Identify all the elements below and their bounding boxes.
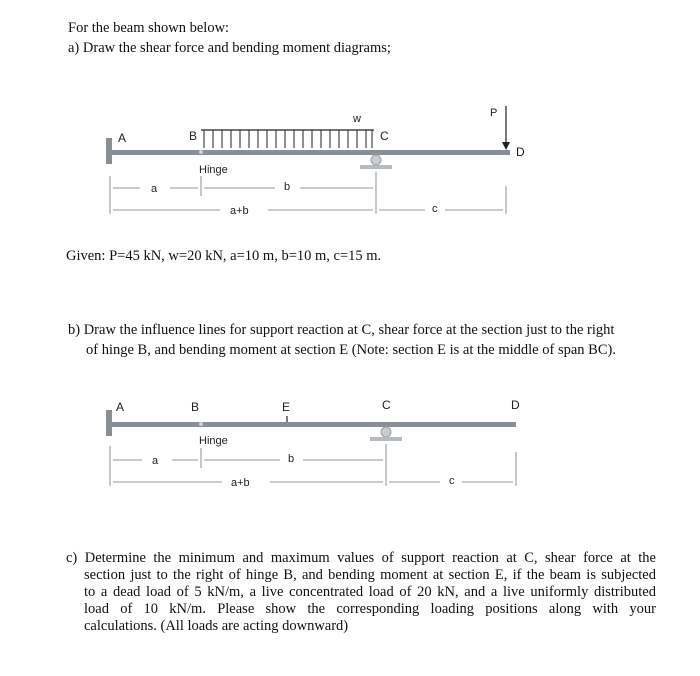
part-c-line-4: load of 10 kN/m. Please show the corresponding loading positions along with your xyxy=(84,601,656,617)
dim-a-2: a xyxy=(152,455,159,467)
part-b-line-2: of hinge B, and bending moment at section E (Note: section E is at the middle of span BC). xyxy=(86,342,616,358)
label-e-2: E xyxy=(282,400,291,414)
roller-support-c-2 xyxy=(370,427,402,441)
part-a-text: a) Draw the shear force and bending moment diagrams; xyxy=(68,40,391,56)
dim-b-2: b xyxy=(288,453,295,465)
label-hinge-2: Hinge xyxy=(199,435,228,447)
dim-ab-1: a+b xyxy=(230,205,249,217)
hinge-marker-2 xyxy=(199,422,203,426)
label-c-2: C xyxy=(382,398,391,412)
label-a: A xyxy=(118,131,127,145)
label-w: w xyxy=(353,113,361,125)
label-p: P xyxy=(490,107,498,119)
label-hinge-1: Hinge xyxy=(199,164,228,176)
part-c-line-1: c) Determine the minimum and maximum values of support reaction at C, shear force at the xyxy=(66,550,656,566)
label-a-2: A xyxy=(116,400,125,414)
given-text: Given: P=45 kN, w=20 kN, a=10 m, b=10 m, c=15 m. xyxy=(66,248,382,264)
beam-2 xyxy=(110,422,516,427)
label-d-2: D xyxy=(511,398,520,412)
dim-a-1: a xyxy=(151,183,158,195)
dim-c-1: c xyxy=(432,203,438,215)
intro-text: For the beam shown below: xyxy=(68,20,230,36)
dim-ab-2: a+b xyxy=(231,477,250,489)
label-b: B xyxy=(189,129,198,143)
part-c-line-2: section just to the right of hinge B, and bending moment at section E, if the beam is subjected xyxy=(84,567,656,583)
dim-b-1: b xyxy=(284,181,291,193)
label-d: D xyxy=(516,145,525,159)
label-b-2: B xyxy=(191,400,200,414)
label-c: C xyxy=(380,129,389,143)
part-c-line-3: to a dead load of 5 kN/m, a live concentrated load of 20 kN, and a live uniformly distributed xyxy=(84,584,656,600)
part-b-line-1: b) Draw the influence lines for support reaction at C, shear force at the section just to the right xyxy=(68,322,615,338)
part-c-line-5: calculations. (All loads are acting downward) xyxy=(84,618,349,634)
dimension-lines-2 xyxy=(110,444,516,486)
dim-c-2: c xyxy=(449,475,455,487)
